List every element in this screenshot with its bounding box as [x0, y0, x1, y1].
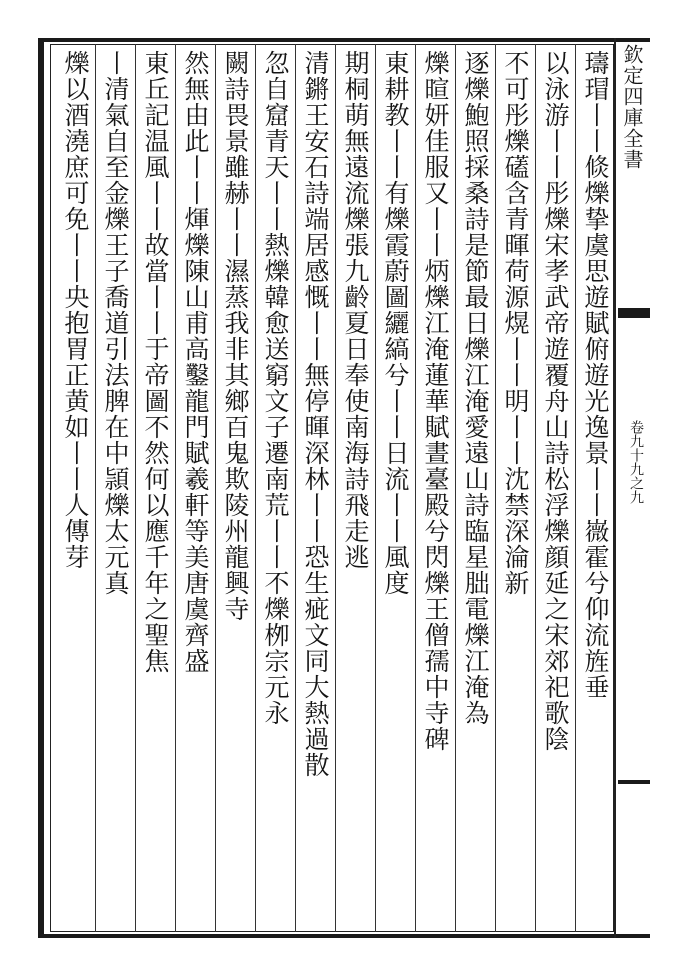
text-column-6: 東耕教丨丨有爍霞蔚圖纚縞兮丨丨日流丨丨風度 — [381, 50, 410, 596]
fishtail-mark — [618, 308, 650, 318]
text-column-8: 清鏘王安石詩端居感慨丨丨無停暉深林丨丨恐生疵文同大熱過散 — [301, 50, 330, 778]
text-column-5: 爍暄妍佳服又丨丨炳爍江淹蓮華賦晝臺殿兮閃爍王僧孺中寺碑 — [421, 50, 450, 752]
text-column-1: 璹瑁丨丨倐爍挚虞思遊賦俯遊光逸景丨丨嶶霍兮仰流旌垂 — [581, 50, 610, 700]
text-column-11: 然無由此丨丨煇爍陳山甫高鑿龍門賦羲軒等美唐虞齊盛 — [181, 50, 210, 674]
text-column-2: 以泳游丨丨彤爍宋孝武帝遊覆舟山詩松浮爍顔延之宋郊祀歌陰 — [541, 50, 570, 752]
text-column-9: 忽自窟青天丨丨熱爍韓愈送窮文子遷南荒丨丨不爍栁宗元永 — [261, 50, 290, 726]
text-column-4: 逐爍鮑照採桑詩是節最日爍江淹愛遠山詩臨星朏電爍江淹為 — [461, 50, 490, 726]
text-column-14: 爍以酒澆庶可免丨丨央抱胃正黄如丨丨人傳芽 — [61, 50, 90, 570]
text-column-10: 闕詩畏景雖赫丨丨濕蒸我非其鄉百鬼欺陵州龍興寺 — [221, 50, 250, 622]
fishtail-mark-lower — [618, 780, 650, 784]
text-column-3: 不可彤爍礚含青暉荷源熀丨丨明丨丨沈禁深淪新 — [501, 50, 530, 596]
text-column-7: 期桐萌無遠流爍張九齡夏日奉使南海詩飛走逃 — [341, 50, 370, 570]
book-title: 欽定四庫全書 — [620, 44, 644, 170]
text-column-12: 東丘記温風丨丨故當丨丨于帝圖不然何以應千年之聖焦 — [141, 50, 170, 674]
text-column-13: 丨清氣自至金爍王子喬道引法脾在中頴爍太元真 — [101, 50, 130, 596]
volume-label: 卷九十九之九 — [628, 420, 644, 504]
